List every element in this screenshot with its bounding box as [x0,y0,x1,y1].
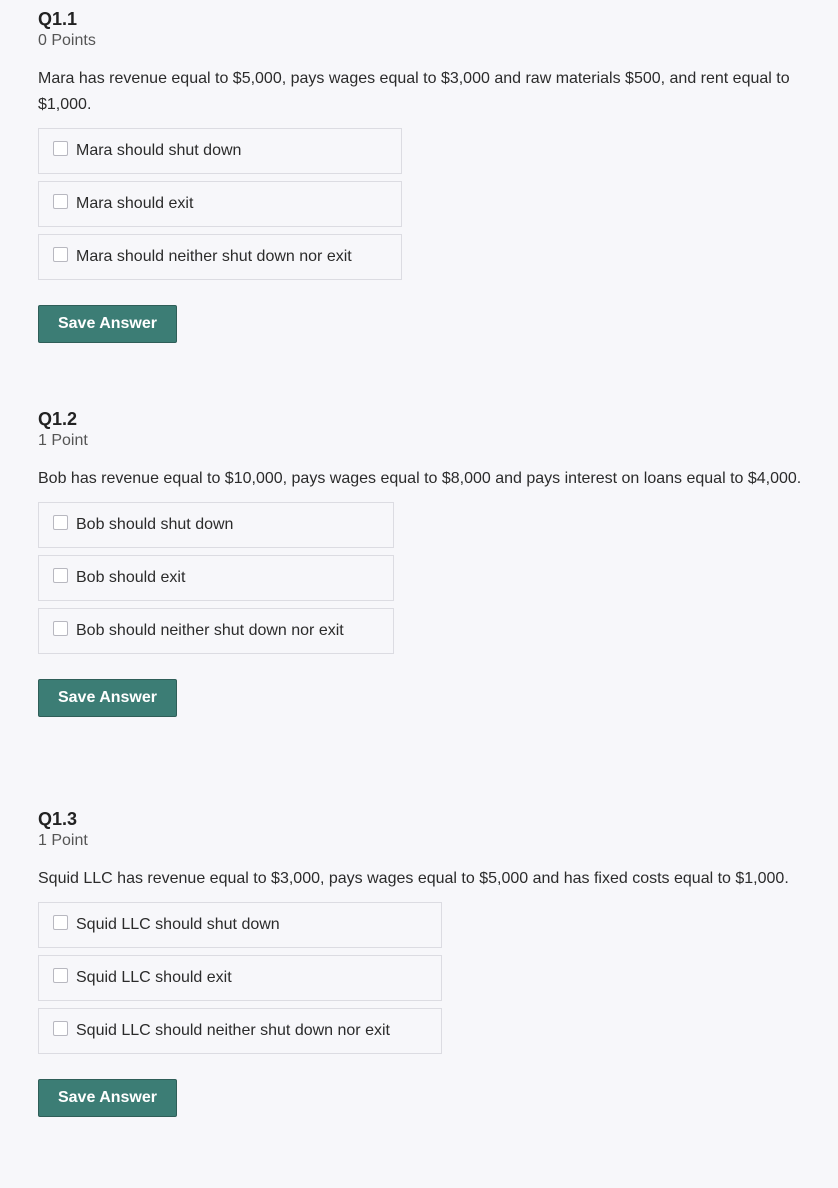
answer-option-shut-down[interactable] [38,502,394,548]
question-title: Q1.2 [38,409,78,429]
question-points: 1 Point [38,432,88,449]
question-prompt: Mara has revenue equal to $5,000, pays wages equal to $3,000 and raw materials $500, and rent equal to $1,000. [38,70,790,113]
answer-option-neither[interactable] [38,1008,442,1054]
option-label: Mara should neither shut down nor exit [76,248,352,265]
question-title: Q1.3 [38,809,78,829]
option-label: Squid LLC should neither shut down nor exit [76,1022,390,1039]
answer-option-neither[interactable] [38,608,394,654]
question-points: 1 Point [38,832,88,849]
answer-option-shut-down[interactable] [38,902,442,948]
option-label: Squid LLC should exit [76,969,232,986]
checkbox[interactable] [53,1021,68,1036]
answer-option-shut-down[interactable] [38,128,402,174]
question-1-2 [38,409,818,717]
option-label: Mara should shut down [76,142,242,159]
checkbox[interactable] [53,141,68,156]
question-1-3 [38,809,818,1117]
question-prompt: Squid LLC has revenue equal to $3,000, pays wages equal to $5,000 and has fixed costs equal to $1,000. [38,870,789,887]
question-prompt: Bob has revenue equal to $10,000, pays wages equal to $8,000 and pays interest on loans equal to $4,000. [38,470,802,487]
checkbox[interactable] [53,515,68,530]
option-label: Bob should exit [76,569,186,586]
save-answer-button[interactable]: Save Answer [38,305,177,343]
option-label: Mara should exit [76,195,194,212]
answer-option-exit[interactable] [38,181,402,227]
answer-option-exit[interactable] [38,555,394,601]
answer-options [38,502,818,654]
answer-options [38,128,818,280]
checkbox[interactable] [53,968,68,983]
question-title: Q1.1 [38,9,78,29]
option-label: Bob should shut down [76,516,234,533]
answer-option-neither[interactable] [38,234,402,280]
checkbox[interactable] [53,568,68,583]
answer-options [38,902,818,1054]
checkbox[interactable] [53,194,68,209]
question-1-1 [38,9,818,343]
question-points: 0 Points [38,32,96,49]
option-label: Squid LLC should shut down [76,916,280,933]
save-answer-button[interactable]: Save Answer [38,1079,177,1117]
option-label: Bob should neither shut down nor exit [76,622,344,639]
answer-option-exit[interactable] [38,955,442,1001]
checkbox[interactable] [53,915,68,930]
checkbox[interactable] [53,247,68,262]
save-answer-button[interactable]: Save Answer [38,679,177,717]
checkbox[interactable] [53,621,68,636]
